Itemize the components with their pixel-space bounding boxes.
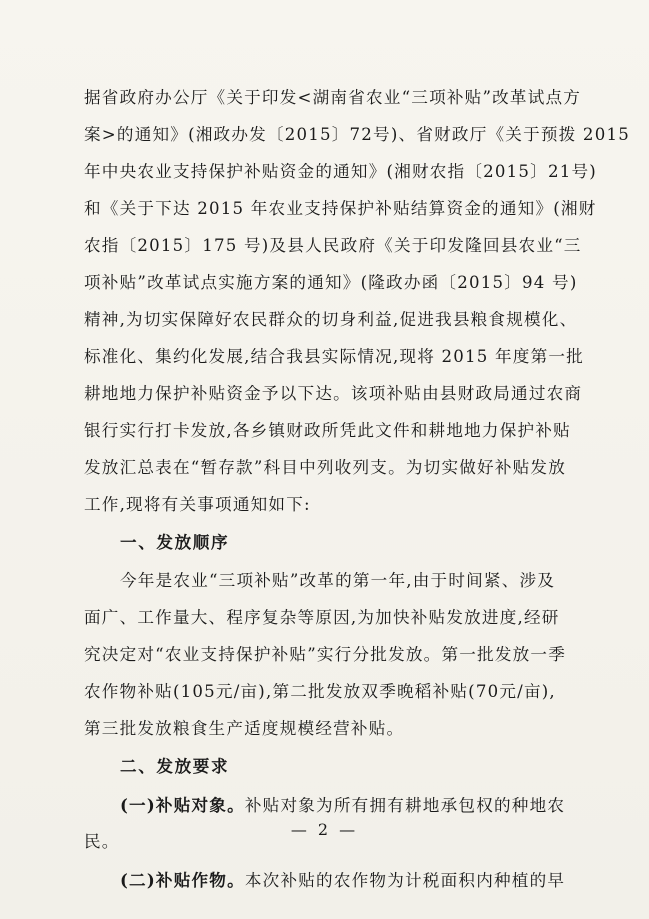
paragraph-line: 据省政府办公厅《关于印发<湖南省农业“三项补贴”改革试点方 [84,88,582,107]
subsection-text: 补贴对象为所有拥有耕地承包权的种地农 [244,796,566,815]
subsection-subsidy-crops [120,870,565,891]
paragraph-line: 民。 [84,832,120,851]
paragraph-line: 案>的通知》(湘政办发〔2015〕72号)、省财政厅《关于预拨 2015 [84,125,630,144]
paragraph-line: 和《关于下达 2015 年农业支持保护补贴结算资金的通知》(湘财 [84,199,597,218]
paragraph-line: 发放汇总表在“暂存款”科目中列收列支。为切实做好补贴发放 [84,458,567,477]
paragraph-line: 究决定对“农业支持保护补贴”实行分批发放。第一批发放一季 [84,645,567,664]
paragraph-line: 工作,现将有关事项通知如下: [84,495,311,514]
paragraph-line: 面广、工作量大、程序复杂等原因,为加快补贴发放进度,经研 [84,608,560,627]
subsection-subsidy-target [120,795,565,816]
paragraph-line: 耕地地力保护补贴资金予以下达。该项补贴由县财政局通过农商 [84,384,583,403]
subsection-label: (一)补贴对象。 [120,795,245,815]
paragraph-line: 今年是农业“三项补贴”改革的第一年,由于时间紧、涉及 [120,571,556,590]
subsection-label: (二)补贴作物。 [120,870,245,890]
paragraph-line: 年中央农业支持保护补贴资金的通知》(湘财农指〔2015〕21号) [84,162,597,181]
paragraph-line: 项补贴”改革试点实施方案的通知》(隆政办函〔2015〕94 号) [84,273,578,292]
paragraph-line: 第三批发放粮食生产适度规模经营补贴。 [84,719,405,738]
paragraph-line: 农作物补贴(105元/亩),第二批发放双季晚稻补贴(70元/亩), [84,682,556,701]
subsection-text: 本次补贴的农作物为计税面积内种植的早 [244,871,566,890]
paragraph-line: 标准化、集约化发展,结合我县实际情况,现将 2015 年度第一批 [84,347,584,366]
page-number: — 2 — [290,820,359,839]
paragraph-line: 精神,为切实保障好农民群众的切身利益,促进我县粮食规模化、 [84,310,578,329]
section-heading-order: 一、发放顺序 [120,533,230,552]
paragraph-line: 农指〔2015〕175 号)及县人民政府《关于印发隆回县农业“三 [84,236,582,255]
section-heading-requirements: 二、发放要求 [120,757,230,776]
paragraph-line: 银行实行打卡发放,各乡镇财政所凭此文件和耕地地力保护补贴 [84,421,571,440]
